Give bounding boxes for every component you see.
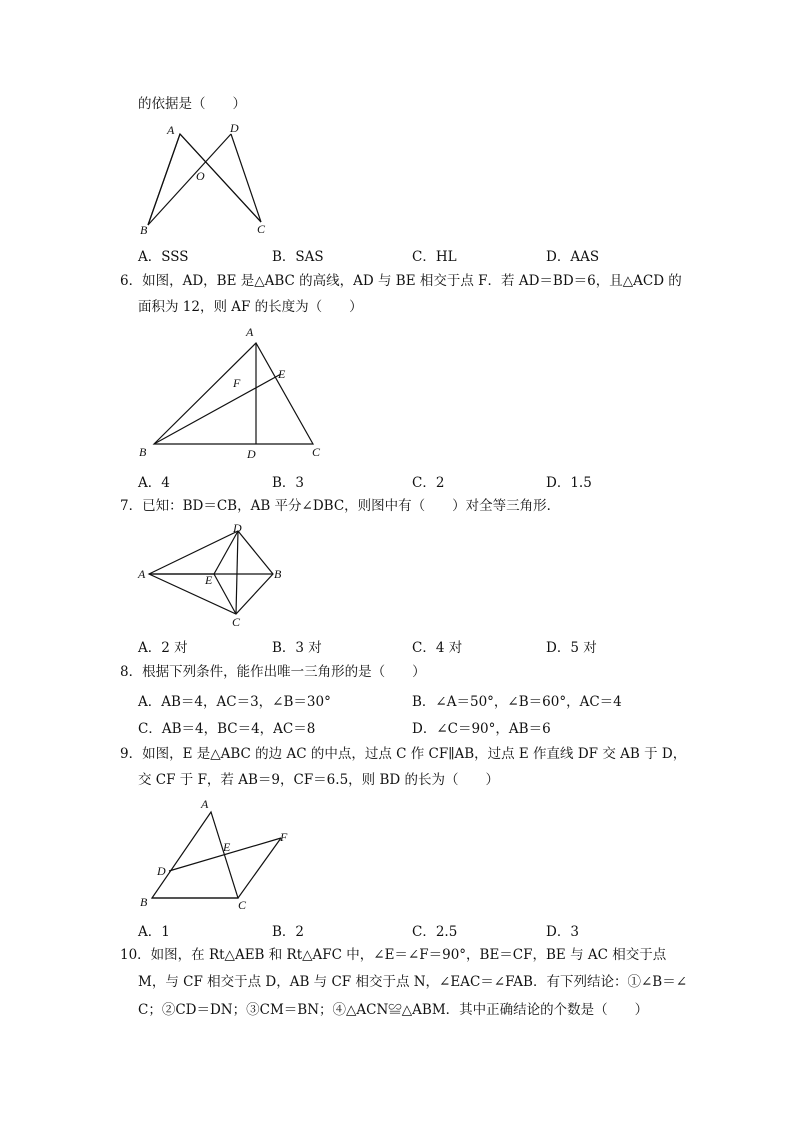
q9-line-1: 9．如图，E 是△ABC 的边 AC 的中点，过点 C 作 CF∥AB，过点 E 作直线 DF 交 AB 于 D， (120, 746, 687, 762)
q6-figure (135, 322, 335, 462)
q5-label-b: B (140, 223, 148, 237)
q7-option-c[interactable]: C．4 对 (412, 640, 463, 656)
q6-option-c[interactable]: C．2 (412, 475, 445, 491)
q8-line-1: 8．根据下列条件，能作出唯一三角形的是（ ） (120, 664, 426, 680)
q5-option-d[interactable]: D．AAS (546, 249, 600, 265)
q6-label-c: C (312, 445, 321, 459)
q9-figure (135, 795, 305, 913)
q9-label-f: F (280, 830, 288, 844)
q8-option-c[interactable]: C．AB＝4，BC＝4，AC＝8 (138, 721, 316, 737)
q5-label-o: O (196, 169, 205, 183)
q7-label-d: D (233, 521, 242, 535)
q7-label-a: A (138, 567, 146, 581)
q5-label-d: D (230, 121, 239, 135)
q9-label-e: E (223, 840, 231, 854)
q6-label-f: F (233, 376, 241, 390)
q7-option-b[interactable]: B．3 对 (272, 640, 322, 656)
q6-label-e: E (278, 367, 286, 381)
q7-line-1: 7．已知：BD＝CB，AB 平分∠DBC，则图中有（ ）对全等三角形． (120, 498, 561, 514)
q5-label-c: C (257, 222, 266, 236)
q6-label-d: D (247, 447, 256, 461)
q5-option-c[interactable]: C．HL (412, 249, 457, 265)
q9-option-a[interactable]: A．1 (138, 924, 170, 940)
q8-option-a[interactable]: A．AB＝4，AC＝3，∠B＝30° (138, 694, 331, 710)
q9-line-2: 交 CF 于 F，若 AB＝9，CF＝6.5，则 BD 的长为（ ） (138, 772, 499, 788)
q9-label-d: D (157, 864, 166, 878)
q9-label-a: A (201, 797, 209, 811)
q7-label-e: E (205, 573, 213, 587)
q6-line-1: 6．如图，AD，BE 是△ABC 的高线，AD 与 BE 相交于点 F．若 AD＝BD＝6，且△ACD 的 (120, 273, 682, 289)
q5-stem-tail: 的依据是（ ） (138, 96, 246, 112)
q10-line-3: C；②CD＝DN；③CM＝BN；④△ACN≌△ABM．其中正确结论的个数是（ ） (138, 1002, 649, 1018)
q7-label-c: C (232, 615, 241, 629)
q6-line-2: 面积为 12，则 AF 的长度为（ ） (138, 299, 363, 315)
q6-label-a: A (246, 325, 254, 339)
q9-label-c: C (238, 898, 247, 912)
q7-option-d[interactable]: D．5 对 (546, 640, 597, 656)
q7-figure (135, 520, 295, 630)
q9-option-c[interactable]: C．2.5 (412, 924, 458, 940)
q6-option-b[interactable]: B．3 (272, 475, 305, 491)
q5-option-b[interactable]: B．SAS (272, 249, 324, 265)
q7-option-a[interactable]: A．2 对 (138, 640, 188, 656)
q5-option-a[interactable]: A．SSS (138, 249, 189, 265)
q6-option-a[interactable]: A．4 (138, 475, 170, 491)
q9-option-b[interactable]: B．2 (272, 924, 305, 940)
q5-label-a: A (167, 123, 175, 137)
q8-option-d[interactable]: D．∠C＝90°，AB＝6 (412, 721, 551, 737)
q10-line-1: 10．如图，在 Rt△AEB 和 Rt△AFC 中，∠E＝∠F＝90°，BE＝CF，BE 与 AC 相交于点 (120, 947, 667, 963)
q6-option-d[interactable]: D．1.5 (546, 475, 592, 491)
q6-label-b: B (139, 445, 147, 459)
q10-line-2: M，与 CF 相交于点 D，AB 与 CF 相交于点 N，∠EAC＝∠FAB．有下列结论：①∠B＝∠ (138, 974, 688, 990)
q5-figure (135, 118, 275, 238)
q8-option-b[interactable]: B．∠A＝50°，∠B＝60°，AC＝4 (412, 694, 622, 710)
q9-option-d[interactable]: D．3 (546, 924, 579, 940)
q9-label-b: B (140, 895, 148, 909)
q7-label-b: B (274, 567, 282, 581)
